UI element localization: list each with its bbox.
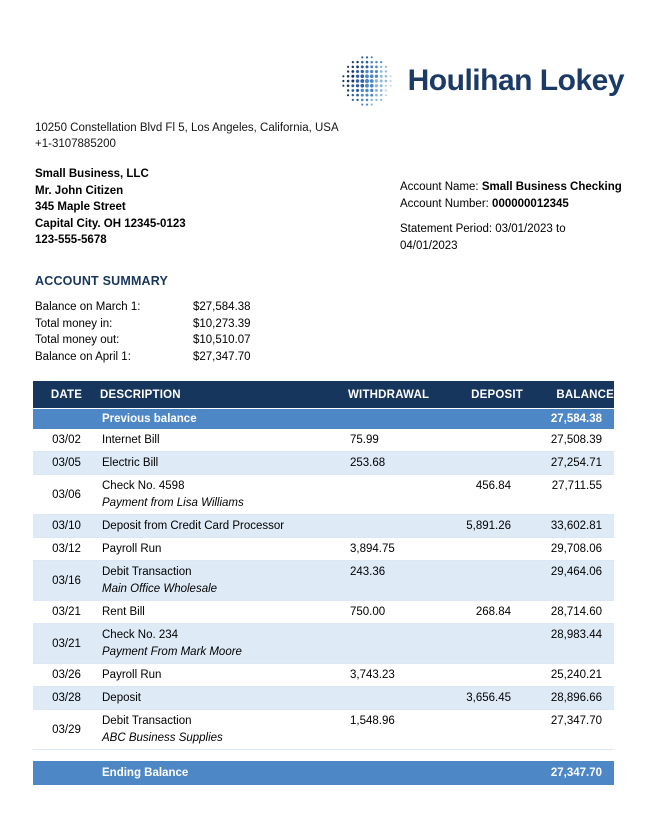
- account-number-value: 000000012345: [492, 197, 569, 210]
- cell-balance: 29,464.06: [523, 561, 614, 601]
- cell-withdrawal: [348, 515, 430, 538]
- transaction-description: Electric Bill: [102, 457, 159, 469]
- cell-deposit: [430, 561, 523, 601]
- transaction-note: Main Office Wholesale: [102, 583, 218, 595]
- cell-withdrawal: [348, 687, 430, 710]
- customer-name: Mr. John Citizen: [35, 184, 124, 197]
- account-name-line: [400, 179, 626, 196]
- summary-row: [35, 316, 646, 333]
- transaction-row: [33, 538, 614, 561]
- transactions-body: [33, 409, 614, 786]
- customer-phone: 123-555-5678: [35, 234, 107, 246]
- summary-value: $27,584.38: [193, 301, 251, 313]
- transaction-description: Check No. 234: [102, 629, 179, 641]
- cell-deposit: 268.84: [430, 601, 523, 624]
- column-header-description: DESCRIPTION: [100, 381, 348, 409]
- cell-description: [100, 687, 348, 710]
- summary-label: Balance on April 1:: [35, 350, 131, 363]
- statement-period-label: Statement Period:: [400, 223, 496, 235]
- cell-balance: 33,602.81: [523, 515, 614, 538]
- cell-withdrawal: 3,743.23: [348, 664, 430, 687]
- transaction-row: [33, 664, 614, 687]
- transaction-row: [33, 561, 614, 601]
- cell-deposit: 456.84: [430, 475, 523, 515]
- globe-logo-icon: [340, 54, 394, 108]
- cell-description: [100, 429, 348, 452]
- account-summary-title: ACCOUNT SUMMARY: [35, 274, 169, 288]
- cell-date: 03/12: [33, 538, 100, 561]
- cell-deposit: [430, 664, 523, 687]
- summary-label: Balance on March 1:: [35, 301, 141, 313]
- cell-description: [100, 624, 348, 664]
- transaction-row: [33, 601, 614, 624]
- statement-period-value: 03/01/2023 to 04/01/2023: [400, 223, 566, 252]
- cell-balance: 27,254.71: [523, 452, 614, 475]
- transaction-note: ABC Business Supplies: [102, 732, 223, 744]
- transaction-description: Rent Bill: [102, 606, 145, 618]
- summary-value: $10,273.39: [193, 317, 251, 330]
- company-address-line: 10250 Constellation Blvd Fl 5, Los Angeles, California, USA: [35, 122, 339, 134]
- summary-label: Total money in:: [35, 317, 113, 330]
- cell-balance: 28,896.66: [523, 687, 614, 710]
- transaction-description: Debit Transaction: [102, 715, 192, 727]
- transaction-row: [33, 452, 614, 475]
- company-address-block: [35, 120, 646, 152]
- summary-value: $10,510.07: [193, 334, 251, 346]
- cell-withdrawal: 243.36: [348, 561, 430, 601]
- cell-description: [100, 515, 348, 538]
- cell-date: 03/21: [33, 601, 100, 624]
- cell-balance: 29,708.06: [523, 538, 614, 561]
- cell-withdrawal: 1,548.96: [348, 710, 430, 750]
- summary-row: [35, 299, 646, 316]
- column-header-withdrawal: WITHDRAWAL: [348, 381, 430, 409]
- cell-withdrawal: 75.99: [348, 429, 430, 452]
- spacer: [400, 212, 626, 221]
- ending-balance-row: [33, 761, 614, 786]
- transaction-row: [33, 475, 614, 515]
- cell-description: [100, 664, 348, 687]
- brand-header: [0, 0, 646, 108]
- transaction-description: Deposit: [102, 692, 141, 704]
- cell-balance: 27,508.39: [523, 429, 614, 452]
- cell-date: 03/21: [33, 624, 100, 664]
- cell-deposit: [430, 429, 523, 452]
- customer-street: 345 Maple Street: [35, 201, 126, 213]
- cell-withdrawal: 253.68: [348, 452, 430, 475]
- summary-label: Total money out:: [35, 334, 120, 346]
- cell-date: 03/02: [33, 429, 100, 452]
- transaction-description: Check No. 4598: [102, 480, 185, 492]
- customer-city: Capital City. OH 12345-0123: [35, 217, 186, 230]
- previous-balance-value: 27,584.38: [523, 409, 614, 430]
- cell-deposit: [430, 538, 523, 561]
- account-name-value: Small Business Checking: [481, 181, 622, 193]
- cell-balance: 28,983.44: [523, 624, 614, 664]
- transactions-table: [33, 381, 614, 785]
- cell-date: 03/29: [33, 710, 100, 750]
- statement-period-line: [400, 221, 626, 254]
- brand-name: Houlihan Lokey: [407, 64, 624, 97]
- account-name-label: Account Name:: [400, 181, 482, 193]
- transaction-description: Deposit from Credit Card Processor: [102, 520, 285, 532]
- cell-withdrawal: [348, 624, 430, 664]
- transaction-row: [33, 710, 614, 750]
- account-summary-rows: [35, 299, 646, 365]
- transaction-row: [33, 429, 614, 452]
- account-block: [400, 179, 626, 254]
- transaction-row: [33, 624, 614, 664]
- table-header-row: [33, 381, 614, 409]
- cell-deposit: [430, 452, 523, 475]
- transaction-row: [33, 515, 614, 538]
- cell-date: 03/05: [33, 452, 100, 475]
- transaction-description: Payroll Run: [102, 543, 162, 555]
- cell-date: 03/16: [33, 561, 100, 601]
- table-spacer-row: [33, 750, 614, 761]
- cell-date: 03/28: [33, 687, 100, 710]
- cell-deposit: [430, 710, 523, 750]
- cell-description: [100, 475, 348, 515]
- company-phone: +1-3107885200: [35, 138, 116, 150]
- cell-description: [100, 561, 348, 601]
- cell-withdrawal: [348, 475, 430, 515]
- cell-date: 03/06: [33, 475, 100, 515]
- transaction-description: Payroll Run: [102, 669, 162, 681]
- cell-balance: 27,711.55: [523, 475, 614, 515]
- cell-balance: 28,714.60: [523, 601, 614, 624]
- cell-deposit: 3,656.45: [430, 687, 523, 710]
- column-header-balance: BALANCE: [523, 381, 614, 409]
- column-header-date: DATE: [33, 381, 100, 409]
- summary-value: $27,347.70: [193, 350, 251, 363]
- customer-block: [35, 166, 186, 254]
- summary-row: [35, 349, 646, 366]
- account-summary: [35, 274, 646, 365]
- ending-balance-label: Ending Balance: [100, 761, 348, 786]
- cell-description: [100, 601, 348, 624]
- cell-deposit: [430, 624, 523, 664]
- account-number-line: [400, 196, 626, 213]
- cell-balance: 25,240.21: [523, 664, 614, 687]
- transaction-description: Internet Bill: [102, 434, 160, 446]
- cell-withdrawal: 3,894.75: [348, 538, 430, 561]
- column-header-deposit: DEPOSIT: [430, 381, 523, 409]
- customer-company: Small Business, LLC: [35, 168, 149, 180]
- cell-deposit: 5,891.26: [430, 515, 523, 538]
- transaction-row: [33, 687, 614, 710]
- transaction-description: Debit Transaction: [102, 566, 192, 578]
- summary-row: [35, 332, 646, 349]
- cell-description: [100, 452, 348, 475]
- ending-balance-value: 27,347.70: [523, 761, 614, 786]
- transaction-note: Payment From Mark Moore: [102, 646, 242, 658]
- transaction-note: Payment from Lisa Williams: [102, 497, 244, 509]
- account-number-label: Account Number:: [400, 197, 493, 210]
- cell-date: 03/10: [33, 515, 100, 538]
- cell-date: 03/26: [33, 664, 100, 687]
- previous-balance-label: Previous balance: [100, 409, 348, 430]
- cell-withdrawal: 750.00: [348, 601, 430, 624]
- cell-balance: 27,347.70: [523, 710, 614, 750]
- cell-description: [100, 538, 348, 561]
- info-row: [35, 166, 626, 254]
- cell-description: [100, 710, 348, 750]
- previous-balance-row: [33, 409, 614, 430]
